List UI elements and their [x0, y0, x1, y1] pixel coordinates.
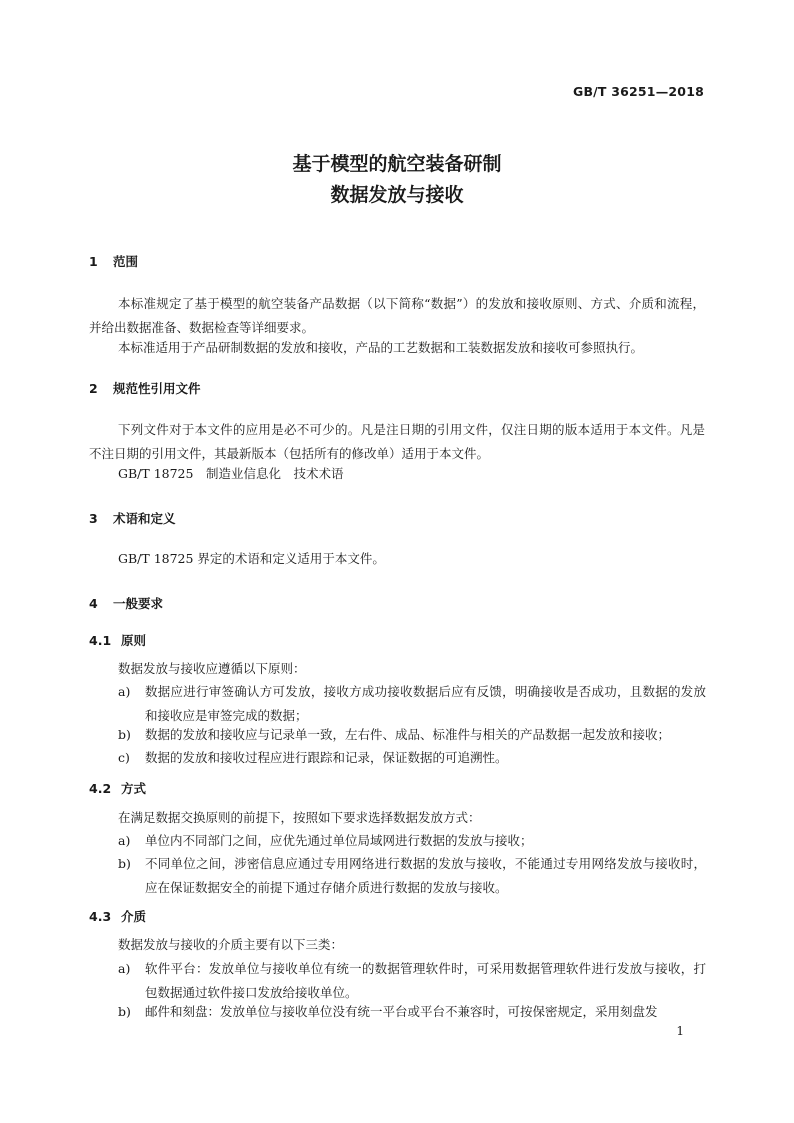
- list-item: [118, 746, 706, 770]
- section-3-heading: [89, 509, 176, 527]
- section-2-heading: [89, 379, 201, 397]
- section-number: 4.1: [89, 633, 112, 648]
- section-1-paragraph-1: 本标准规定了基于模型的航空装备产品数据（以下简称“数据”）的发放和接收原则、方式、介质和流程，并给出数据准备、数据检查等详细要求。: [89, 296, 705, 335]
- section-title: 方式: [121, 781, 147, 796]
- list-item-label: a): [118, 961, 131, 976]
- section-title: 介质: [121, 909, 147, 924]
- list-item-label: b): [118, 727, 131, 742]
- section-title: 一般要求: [113, 596, 164, 611]
- list-item: [118, 680, 706, 727]
- list-item: [118, 852, 706, 899]
- list-item-text: 不同单位之间，涉密信息应通过专用网络进行数据的发放与接收，不能通过专用网络发放与接收时，应在保证数据安全的前提下通过存储介质进行数据的发放与接收。: [145, 856, 706, 895]
- list-item: [118, 723, 706, 747]
- section-number: 4: [89, 596, 98, 611]
- list-item-text: 单位内不同部门之间，应优先通过单位局域网进行数据的发放与接收；: [145, 833, 533, 848]
- section-4-heading: [89, 594, 163, 612]
- section-4-1-heading: [89, 631, 146, 649]
- section-4-1-intro: 数据发放与接收应遵循以下原则：: [118, 661, 306, 676]
- list-item-text: 数据的发放和接收应与记录单一致，左右件、成品、标准件与相关的产品数据一起发放和接收；: [145, 727, 671, 742]
- section-title: 术语和定义: [113, 511, 176, 526]
- section-1-paragraph-2: 本标准适用于产品研制数据的发放和接收，产品的工艺数据和工装数据发放和接收可参照执行。: [118, 340, 644, 355]
- list-item: [118, 829, 706, 853]
- section-number: 4.3: [89, 909, 112, 924]
- section-number: 4.2: [89, 781, 112, 796]
- section-4-3-intro: 数据发放与接收的介质主要有以下三类：: [118, 937, 344, 952]
- section-title: 原则: [121, 633, 147, 648]
- section-3-paragraph-1: GB/T 18725 界定的术语和定义适用于本文件。: [118, 551, 385, 566]
- list-item-text: 数据应进行审签确认方可发放，接收方成功接收数据后应有反馈，明确接收是否成功，且数据的发放和接收应是审签完成的数据；: [145, 684, 706, 723]
- list-item-label: b): [118, 856, 131, 871]
- section-number: 3: [89, 511, 98, 526]
- list-item-text: 软件平台：发放单位与接收单位有统一的数据管理软件时，可采用数据管理软件进行发放与接收，打包数据通过软件接口发放给接收单位。: [145, 961, 706, 1000]
- list-item-label: a): [118, 684, 131, 699]
- section-4-3-heading: [89, 907, 146, 925]
- list-item: [118, 1000, 706, 1024]
- doc-title-line2: 数据发放与接收: [330, 184, 464, 206]
- standard-code: GB/T 36251—2018: [572, 84, 704, 99]
- page-number: 1: [676, 1024, 684, 1038]
- section-4-2-intro: 在满足数据交换原则的前提下，按照如下要求选择数据发放方式：: [118, 810, 481, 825]
- doc-title-line1: 基于模型的航空装备研制: [292, 153, 502, 175]
- section-title: 范围: [113, 254, 139, 269]
- section-2-paragraph-1: 下列文件对于本文件的应用是必不可少的。凡是注日期的引用文件，仅注日期的版本适用于本文件。凡是不注日期的引用文件，其最新版本（包括所有的修改单）适用于本文件。: [89, 422, 705, 461]
- section-title: 规范性引用文件: [113, 381, 201, 396]
- section-number: 2: [89, 381, 98, 396]
- list-item-label: a): [118, 833, 131, 848]
- list-item-text: 邮件和刻盘：发放单位与接收单位没有统一平台或平台不兼容时，可按保密规定，采用刻盘发: [145, 1004, 658, 1019]
- list-item: [118, 957, 706, 1004]
- normative-reference: GB/T 18725 制造业信息化 技术术语: [118, 466, 344, 481]
- list-item-label: b): [118, 1004, 131, 1019]
- section-1-heading: [89, 252, 138, 270]
- list-item-label: c): [118, 750, 130, 765]
- section-number: 1: [89, 254, 98, 269]
- section-4-2-heading: [89, 779, 146, 797]
- list-item-text: 数据的发放和接收过程应进行跟踪和记录，保证数据的可追溯性。: [145, 750, 508, 765]
